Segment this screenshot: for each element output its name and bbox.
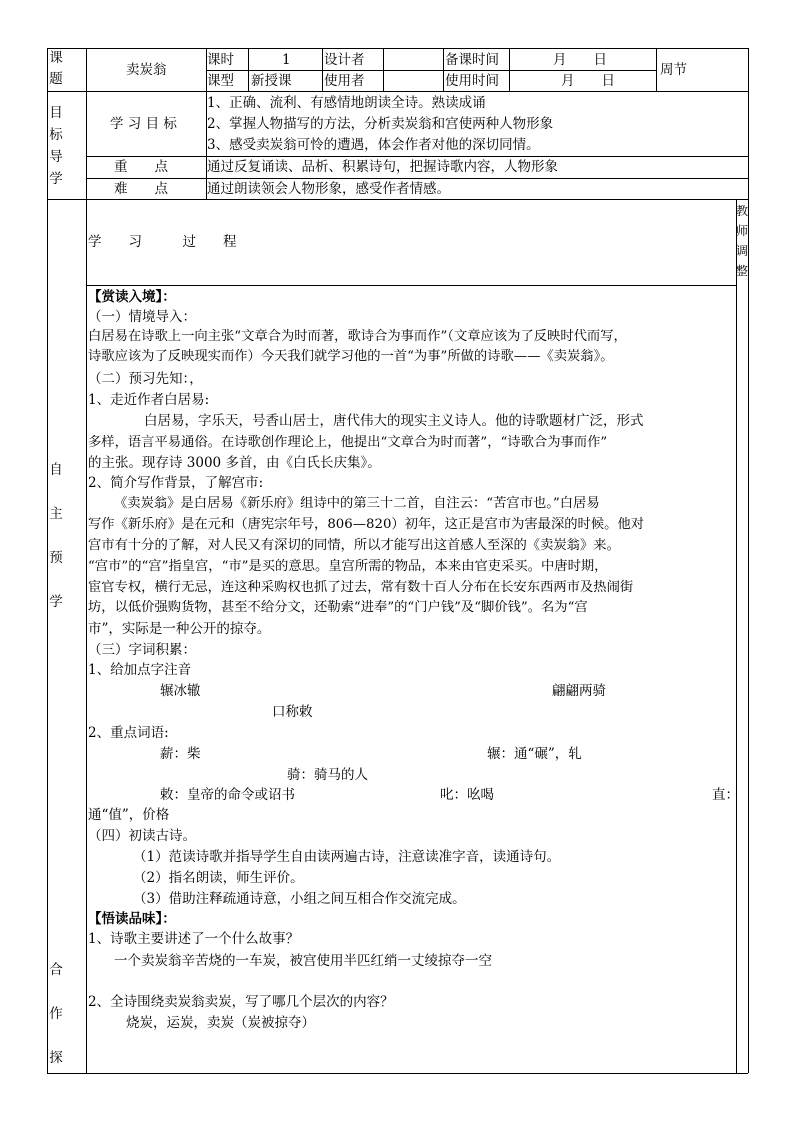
process-header: 学 习 过 程: [88, 234, 237, 250]
section-appreciation: 【赏读入境】：: [88, 289, 176, 305]
vocab-item-4: 敕：皇帝的命令或诏书: [160, 787, 295, 803]
body-line: “宫市”的“宫”指皇宫，“市”是买的意思。皇宫所需的物品，本来由官吏采买。中唐时期，: [88, 559, 608, 574]
goals-side-label: 目标导学: [49, 105, 63, 187]
label-prep-time: 备课时间: [445, 52, 499, 68]
process-header-line: [86, 285, 736, 286]
col-line-443: [443, 48, 444, 91]
vocab-item-5: 叱：吆喝: [440, 787, 494, 803]
lesson-topic: 卖炭翁: [126, 62, 167, 78]
question-1: 1、诗歌主要讲述了一个什么故事？: [88, 931, 300, 947]
vocab-item-1: 薪：柴: [160, 746, 201, 762]
col-line-322: [322, 48, 323, 91]
label-user: 使用者: [324, 73, 365, 89]
type-value: 新授课: [251, 73, 292, 89]
key-point: 通过反复诵读、品析、积累诗句，把握诗歌内容，人物形象: [207, 159, 558, 175]
objective-1: 1、正确、流利、有感情地朗读全诗。熟读成诵: [207, 95, 486, 111]
vocab-item-3: 骑：骑马的人: [287, 767, 368, 783]
body-line: 多样，语言平易通俗。在诗歌创作理论上，他提出“文章合为时而著”，“诗歌合为事而作”: [88, 435, 608, 450]
body-line: （三）字词积累：: [88, 642, 196, 658]
section-taste: 【悟读品味】：: [88, 911, 176, 927]
vocab-item-6-cont: 通“值”，价格: [88, 807, 170, 823]
body-line: 宦官专权，横行无忌，连这种采购权也抓了过去，常有数十百人分布在长安东西两市及热闹街: [88, 580, 634, 595]
body-line: 市”，实际是一种公开的掠夺。: [88, 621, 271, 637]
body-line: 2、重点词语:: [88, 725, 169, 741]
vocab-item-6: 直：: [712, 787, 739, 803]
body-line: 诗歌应该为了反映现实而作）今天我们就学习他的一首“为事”所做的诗歌——《卖炭翁》。: [88, 349, 614, 364]
difficulty: 通过朗读领会人物形象，感受作者情感。: [207, 181, 450, 197]
prep-time-value: 月 日: [553, 52, 607, 68]
use-time-value: 月 日: [561, 73, 615, 89]
phonetic-item-1: 辗冰辙: [160, 683, 201, 699]
goals-divider-1: [86, 156, 748, 157]
body-line: （1）范读诗歌并指导学生自由读两遍古诗，注意读准字音，读通诗句。: [133, 849, 561, 865]
label-use-time: 使用时间: [445, 73, 499, 89]
objective-2: 2、掌握人物描写的方法，分析卖炭翁和宫使两种人物形象: [207, 116, 554, 132]
answer-2: 烧炭，运炭，卖炭（炭被掠夺）: [126, 1015, 315, 1031]
body-line: 坊，以低价强购货物，甚至不给分文，还勒索“进奉”的“门户钱”及“脚价钱”。名为“宫: [88, 600, 588, 615]
teacher-adjust-label: 教师调整: [736, 204, 748, 278]
header-bottom-line: [47, 91, 748, 92]
body-line: 宫市有十分的了解，对人民又有深切的同情，所以才能写出这首感人至深的《卖炭翁》来。: [88, 538, 620, 553]
body-line: （二）预习先知：，: [88, 371, 203, 387]
goals-divider-2: [86, 178, 748, 179]
table-border-bottom: [47, 1073, 748, 1074]
side-label-cooperation: 合作探: [49, 962, 63, 1066]
header-row-divider: [206, 70, 656, 71]
table-border-right: [748, 48, 749, 1073]
label-type: 课型: [207, 73, 234, 89]
body-line: （3）借助注释疏通诗意，小组之间互相合作交流完成。: [133, 891, 466, 907]
label-key-point: 重 点: [114, 159, 168, 175]
phonetic-item-2: 翩翩两骑: [552, 683, 606, 699]
body-line: 白居易，字乐天，号香山居士，唐代伟大的现实主义诗人。他的诗歌题材广泛，形式: [144, 413, 644, 429]
col-line-509: [509, 48, 510, 91]
side-label-self-study: 自主预学: [49, 462, 63, 610]
body-line: （四）初读古诗。: [88, 828, 196, 844]
question-2: 2、全诗围绕卖炭翁卖炭，写了哪几个层次的内容？: [88, 994, 394, 1010]
body-line: 2、简介写作背景，了解宫市:: [88, 475, 264, 491]
body-line: 白居易在诗歌上一向主张“文章合为时而著，歌诗合为事而作”（文章应该为了反映时代而写，: [88, 329, 627, 344]
body-line: 的主张。现存诗 3000 多首，由《白氏长庆集》。: [88, 455, 381, 471]
table-border-top: [47, 48, 748, 49]
teacher-column-line: [736, 199, 737, 1073]
objective-3: 3、感受卖炭翁可怜的遭遇，体会作者对他的深切同情。: [207, 137, 540, 153]
label-objectives: 学 习 目 标: [110, 116, 177, 132]
body-line: （一）情境导入：: [88, 309, 196, 325]
label-topic: 课题: [49, 50, 63, 87]
body-line: 1、给加点字注音: [88, 662, 192, 678]
label-designer: 设计者: [324, 52, 365, 68]
inner-left-line: [86, 48, 87, 1073]
label-period: 周节: [660, 62, 687, 78]
col-line-656: [656, 48, 657, 91]
hours-value: 1: [282, 52, 291, 68]
body-line: 《卖炭翁》是白居易《新乐府》组诗中的第三十二首，自注云：“苦宫市也。”白居易: [114, 496, 600, 511]
body-line: 写作《新乐府》是在元和（唐宪宗年号，806—820）初年，这正是宫市为害最深的时候。他对: [88, 517, 645, 532]
col-line-383: [383, 48, 384, 91]
body-line: 1、走近作者白居易:: [88, 392, 210, 408]
label-difficulty: 难 点: [114, 181, 168, 197]
col-line-248: [248, 48, 249, 91]
label-hours: 课时: [207, 52, 234, 68]
vocab-item-2: 辗：通“碾”，轧: [487, 746, 582, 762]
phonetic-item-3: 口称敕: [272, 704, 313, 720]
answer-1: 一个卖炭翁辛苦烧的一车炭，被宫使用半匹红绡一丈绫掠夺一空: [114, 953, 492, 969]
body-line: （2）指名朗读，师生评价。: [133, 870, 304, 886]
goals-bottom-line: [47, 199, 748, 200]
